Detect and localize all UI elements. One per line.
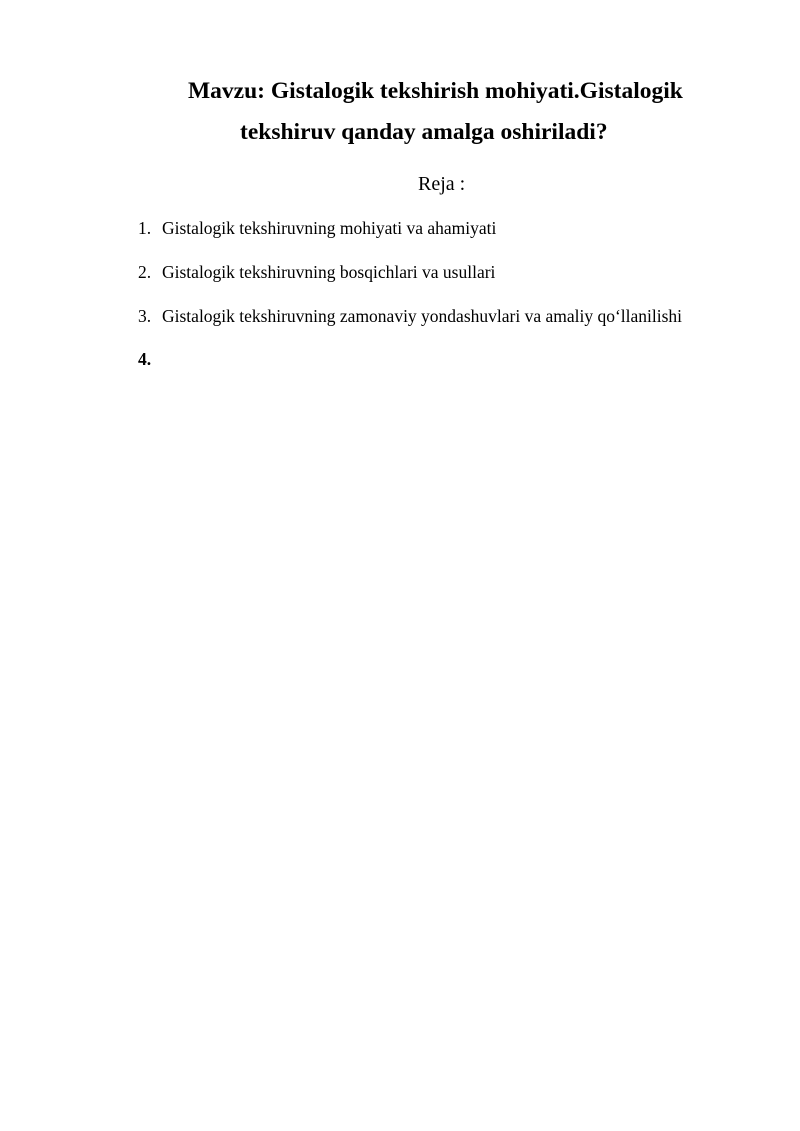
plan-item-text: Gistalogik tekshiruvning bosqichlari va usullari xyxy=(162,262,496,282)
document-title-line-1: Mavzu: Gistalogik tekshirish mohiyati.Gistalogik xyxy=(188,78,683,104)
plan-item-number: 1. xyxy=(138,218,152,238)
plan-item-number: 4. xyxy=(138,349,152,369)
plan-item-1 xyxy=(138,220,496,238)
plan-item-3 xyxy=(138,308,682,326)
plan-item-text: Gistalogik tekshiruvning zamonaviy yondashuvlari va amaliy qo‘llanilishi xyxy=(162,306,683,326)
plan-item-2 xyxy=(138,264,495,282)
document-title-line-2: tekshiruv qanday amalga oshiriladi? xyxy=(240,119,608,145)
plan-item-4 xyxy=(138,351,162,369)
plan-item-number: 2. xyxy=(138,262,152,282)
plan-item-number: 3. xyxy=(138,306,152,326)
plan-heading: Reja : xyxy=(418,173,466,195)
plan-item-text: Gistalogik tekshiruvning mohiyati va ahamiyati xyxy=(162,218,497,238)
